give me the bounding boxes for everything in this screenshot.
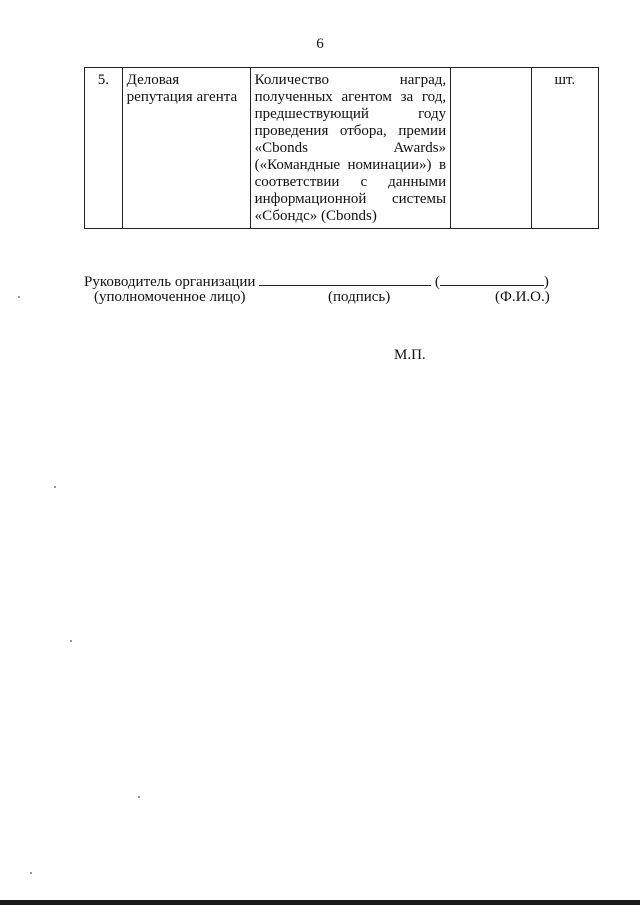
signature-field	[259, 271, 431, 286]
caption-authorized: (уполномоченное лицо)	[94, 289, 246, 305]
criteria-table	[84, 67, 599, 229]
close-paren: )	[543, 274, 549, 290]
scan-speck	[138, 796, 140, 798]
description-line: «Сбондс» (Cbonds)	[254, 208, 377, 224]
signature-captions	[0, 289, 640, 309]
description-line: информационной системы	[254, 191, 447, 207]
scan-speck	[70, 640, 72, 642]
signature-line	[84, 271, 549, 291]
head-label: Руководитель организации	[84, 274, 256, 290]
value-cell	[451, 68, 532, 229]
caption-signature: (подпись)	[328, 289, 391, 305]
stamp-label: М.П.	[394, 347, 426, 363]
scan-speck	[18, 296, 20, 298]
description-line: «Cbonds Awards»	[254, 140, 447, 156]
caption-fio: (Ф.И.О.)	[495, 289, 550, 305]
description-line: Количество наград,	[254, 72, 447, 88]
scan-speck	[30, 872, 32, 874]
criterion-description	[250, 68, 450, 229]
description-line: соответствии с данными	[254, 174, 447, 190]
description-line: проведения отбора, премии	[254, 123, 447, 139]
description-line: предшествующий году	[254, 106, 447, 122]
scan-speck	[54, 486, 56, 488]
description-line: полученных агентом за год,	[254, 89, 447, 105]
unit-cell: шт.	[531, 68, 598, 229]
scan-edge	[0, 900, 640, 905]
criterion-name: Деловая репутация агента	[122, 68, 250, 229]
page-number: 6	[316, 36, 324, 52]
open-paren: (	[434, 274, 440, 290]
table-row	[85, 68, 599, 229]
row-number: 5.	[85, 68, 123, 229]
fio-field	[440, 271, 544, 286]
description-line: («Командные номинации») в	[254, 157, 447, 173]
